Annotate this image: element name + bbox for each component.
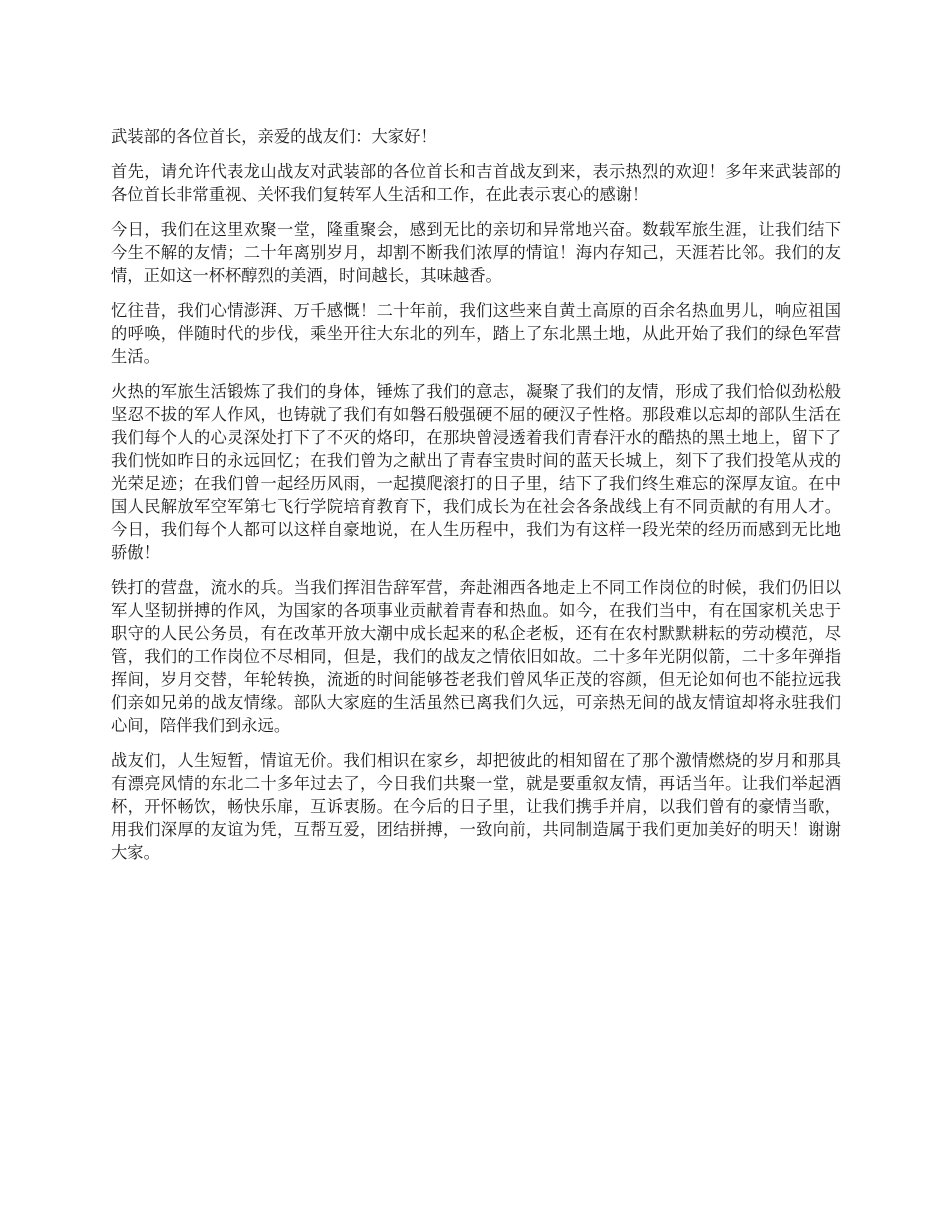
military-life-paragraph: 火热的军旅生活锻炼了我们的身体，锤炼了我们的意志，凝聚了我们的友情，形成了我们恰似劲松般坚忍不拔的军人作风，也铸就了我们有如磐石般强硬不屈的硬汉子性格。那段难以忘却的部队生活在我们每个人的心灵深处打下了不灭的烙印，在那块曾浸透着我们青春汗水的酷热的黑土地上，留下了我们恍如昨日的永远回忆；在我们曾为之献出了青春宝贵时间的蓝天长城上，刻下了我们投笔从戎的光荣足迹；在我们曾一起经历风雨，一起摸爬滚打的日子里，结下了我们终生难忘的深厚友谊。在中国人民解放军空军第七飞行学院培育教育下，我们成长为在社会各条战线上有不同贡献的有用人才。今日，我们每个人都可以这样自豪地说，在人生历程中，我们为有这样一段光荣的经历而感到无比地骄傲！ <box>111 382 841 562</box>
welcome-paragraph: 首先，请允许代表龙山战友对武装部的各位首长和吉首战友到来，表示热烈的欢迎！多年来武装部的各位首长非常重视、关怀我们复转军人生活和工作，在此表示衷心的感谢！ <box>111 162 841 204</box>
closing-paragraph: 战友们，人生短暂，情谊无价。我们相识在家乡，却把彼此的相知留在了那个激情燃烧的岁月和那具有漂亮风情的东北二十多年过去了，今日我们共聚一堂，就是要重叙友情，再话当年。让我们举起酒杯，开怀畅饮，畅快乐扉，互诉衷肠。在今后的日子里，让我们携手并肩，以我们曾有的豪情当歌，用我们深厚的友谊为凭，互帮互爱，团结拼搏，一致向前，共同制造属于我们更加美好的明天！谢谢大家。 <box>111 751 841 862</box>
document-body <box>111 125 841 876</box>
career-paragraph: 铁打的营盘，流水的兵。当我们挥泪告辞军营，奔赴湘西各地走上不同工作岗位的时候，我们仍旧以军人坚韧拼搏的作风，为国家的各项事业贡献着青春和热血。如今，在我们当中，有在国家机关忠于职守的人民公务员，有在改革开放大潮中成长起来的私企老板，还有在农村默默耕耘的劳动模范，尽管，我们的工作岗位不尽相同，但是，我们的战友之情依旧如故。二十多年光阴似箭，二十多年弹指挥间，岁月交替，年轮转换，流逝的时间能够苍老我们曾风华正茂的容颜，但无论如何也不能拉远我们亲如兄弟的战友情缘。部队大家庭的生活虽然已离我们久远，可亲热无间的战友情谊却将永驻我们心间，陪伴我们到永远。 <box>111 578 841 735</box>
memory-paragraph: 忆往昔，我们心情澎湃、万千感慨！二十年前，我们这些来自黄土高原的百余名热血男儿，响应祖国的呼唤，伴随时代的步伐，乘坐开往大东北的列车，踏上了东北黑土地，从此开始了我们的绿色军营生活。 <box>111 301 841 366</box>
greeting-paragraph: 武装部的各位首长，亲爱的战友们：大家好！ <box>111 127 437 146</box>
reunion-paragraph: 今日，我们在这里欢聚一堂，隆重聚会，感到无比的亲切和异常地兴奋。数载军旅生涯，让我们结下今生不解的友情；二十年离别岁月，却割不断我们浓厚的情谊！海内存知己，天涯若比邻。我们的友情，正如这一杯杯醇烈的美酒，时间越长，其味越香。 <box>111 220 841 285</box>
